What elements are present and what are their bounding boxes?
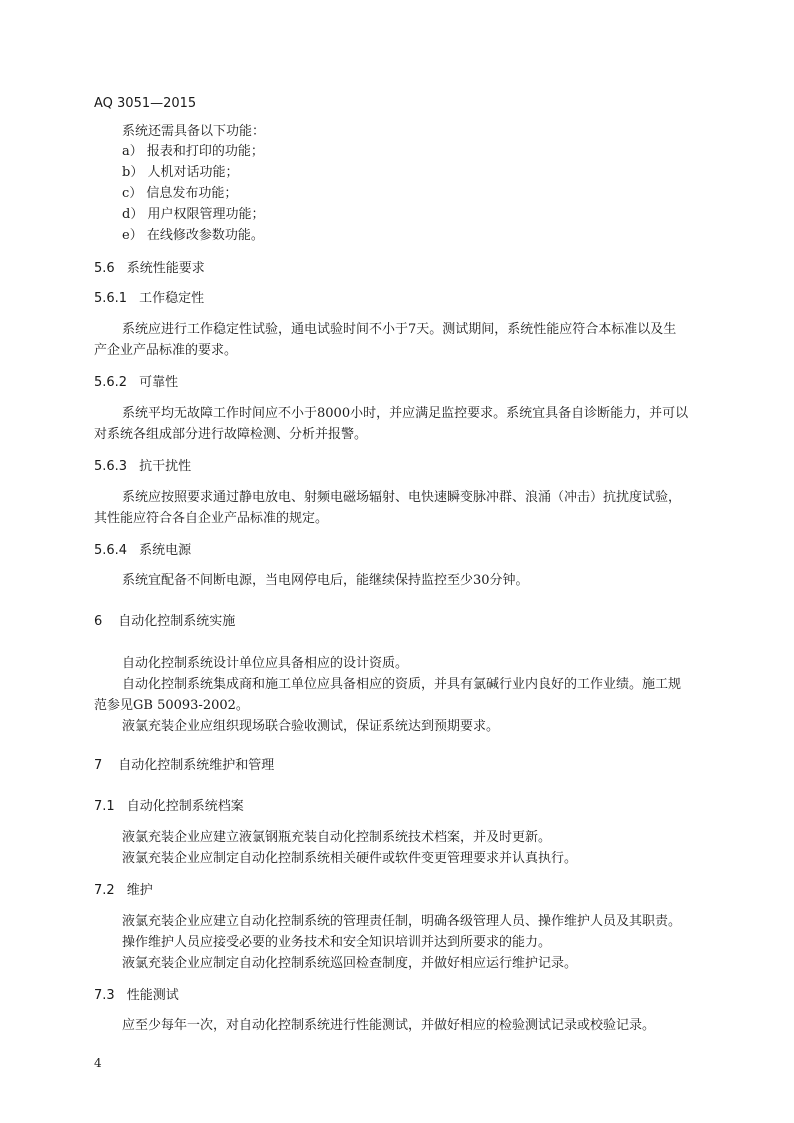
paragraph-line: 系统应进行工作稳定性试验，通电试验时间不小于7天。测试期间，系统性能应符合本标准以及生 (122, 322, 677, 337)
paragraph-line: 液氯充装企业应制定自动化控制系统相关硬件或软件变更管理要求并认真执行。 (122, 851, 578, 866)
paragraph-line: 产企业产品标准的要求。 (94, 343, 238, 358)
paragraph-line: 液氯充装企业应制定自动化控制系统巡回检查制度，并做好相应运行维护记录。 (122, 956, 578, 971)
paragraph-line: 自动化控制系统设计单位应具备相应的设计资质。 (122, 656, 409, 671)
section-title: 自动化控制系统实施 (118, 614, 236, 629)
section-title: 维护 (126, 883, 153, 898)
list-item: c） 信息发布功能； (122, 186, 238, 201)
section-number: 7 (94, 758, 103, 773)
section-number: 5.6.3 (94, 459, 128, 474)
paragraph-line: 自动化控制系统集成商和施工单位应具备相应的资质，并具有氯碱行业内良好的工作业绩。施工规 (122, 677, 682, 692)
list-item: b） 人机对话功能； (122, 165, 239, 180)
section-title: 系统性能要求 (126, 261, 205, 276)
section-number: 5.6 (94, 261, 115, 276)
paragraph-line: 操作维护人员应接受必要的业务技术和安全知识培训并达到所要求的能力。 (122, 935, 552, 950)
paragraph-line: 系统平均无故障工作时间应不小于8000小时，并应满足监控要求。系统宜具备自诊断能力，并可以 (122, 406, 689, 421)
section-heading (94, 459, 191, 475)
section-number: 5.6.1 (94, 291, 128, 306)
section-title: 工作稳定性 (139, 291, 205, 306)
section-number: 6 (94, 614, 103, 629)
section-title: 性能测试 (126, 988, 179, 1003)
paragraph-line: 其性能应符合各自企业产品标准的规定。 (94, 511, 329, 526)
paragraph-line: 液氯充装企业应组织现场联合验收测试，保证系统达到预期要求。 (122, 719, 500, 734)
section-title: 系统电源 (139, 543, 192, 558)
section-heading (94, 758, 274, 774)
list-item: a） 报表和打印的功能； (122, 144, 264, 159)
section-heading (94, 261, 205, 277)
paragraph-line: 应至少每年一次，对自动化控制系统进行性能测试，并做好相应的检验测试记录或校验记录。 (122, 1018, 656, 1033)
list-item: d） 用户权限管理功能； (122, 207, 265, 222)
section-number: 7.2 (94, 883, 115, 898)
section-heading (94, 291, 204, 307)
list-item: e） 在线修改参数功能。 (122, 228, 264, 243)
section-number: 5.6.4 (94, 543, 128, 558)
section-number: 5.6.2 (94, 375, 128, 390)
paragraph-line: 液氯充装企业应建立自动化控制系统的管理责任制，明确各级管理人员、操作维护人员及其职责。 (122, 914, 682, 929)
section-number: 7.1 (94, 799, 115, 814)
paragraph-line: 系统还需具备以下功能： (122, 124, 266, 139)
paragraph-line: 范参见GB 50093-2002。 (94, 698, 249, 713)
section-heading (94, 883, 153, 899)
section-heading (94, 375, 178, 391)
page-number: 4 (94, 1056, 102, 1070)
paragraph-line: 系统宜配备不间断电源，当电网停电后，能继续保持监控至少30分钟。 (122, 573, 529, 588)
section-heading (94, 614, 235, 630)
section-heading (94, 543, 191, 559)
section-heading (94, 988, 179, 1004)
section-title: 可靠性 (139, 375, 179, 390)
section-number: 7.3 (94, 988, 115, 1003)
section-title: 自动化控制系统档案 (126, 799, 244, 814)
paragraph-line: 液氯充装企业应建立液氯钢瓶充装自动化控制系统技术档案，并及时更新。 (122, 830, 552, 845)
paragraph-line: 对系统各组成部分进行故障检测、分析并报警。 (94, 427, 368, 442)
section-title: 抗干扰性 (139, 459, 192, 474)
section-heading (94, 799, 244, 815)
standard-number: AQ 3051—2015 (94, 96, 197, 111)
paragraph-line: 系统应按照要求通过静电放电、射频电磁场辐射、电快速瞬变脉冲群、浪涌（冲击）抗扰度试验， (122, 490, 682, 505)
section-title: 自动化控制系统维护和管理 (118, 758, 275, 773)
